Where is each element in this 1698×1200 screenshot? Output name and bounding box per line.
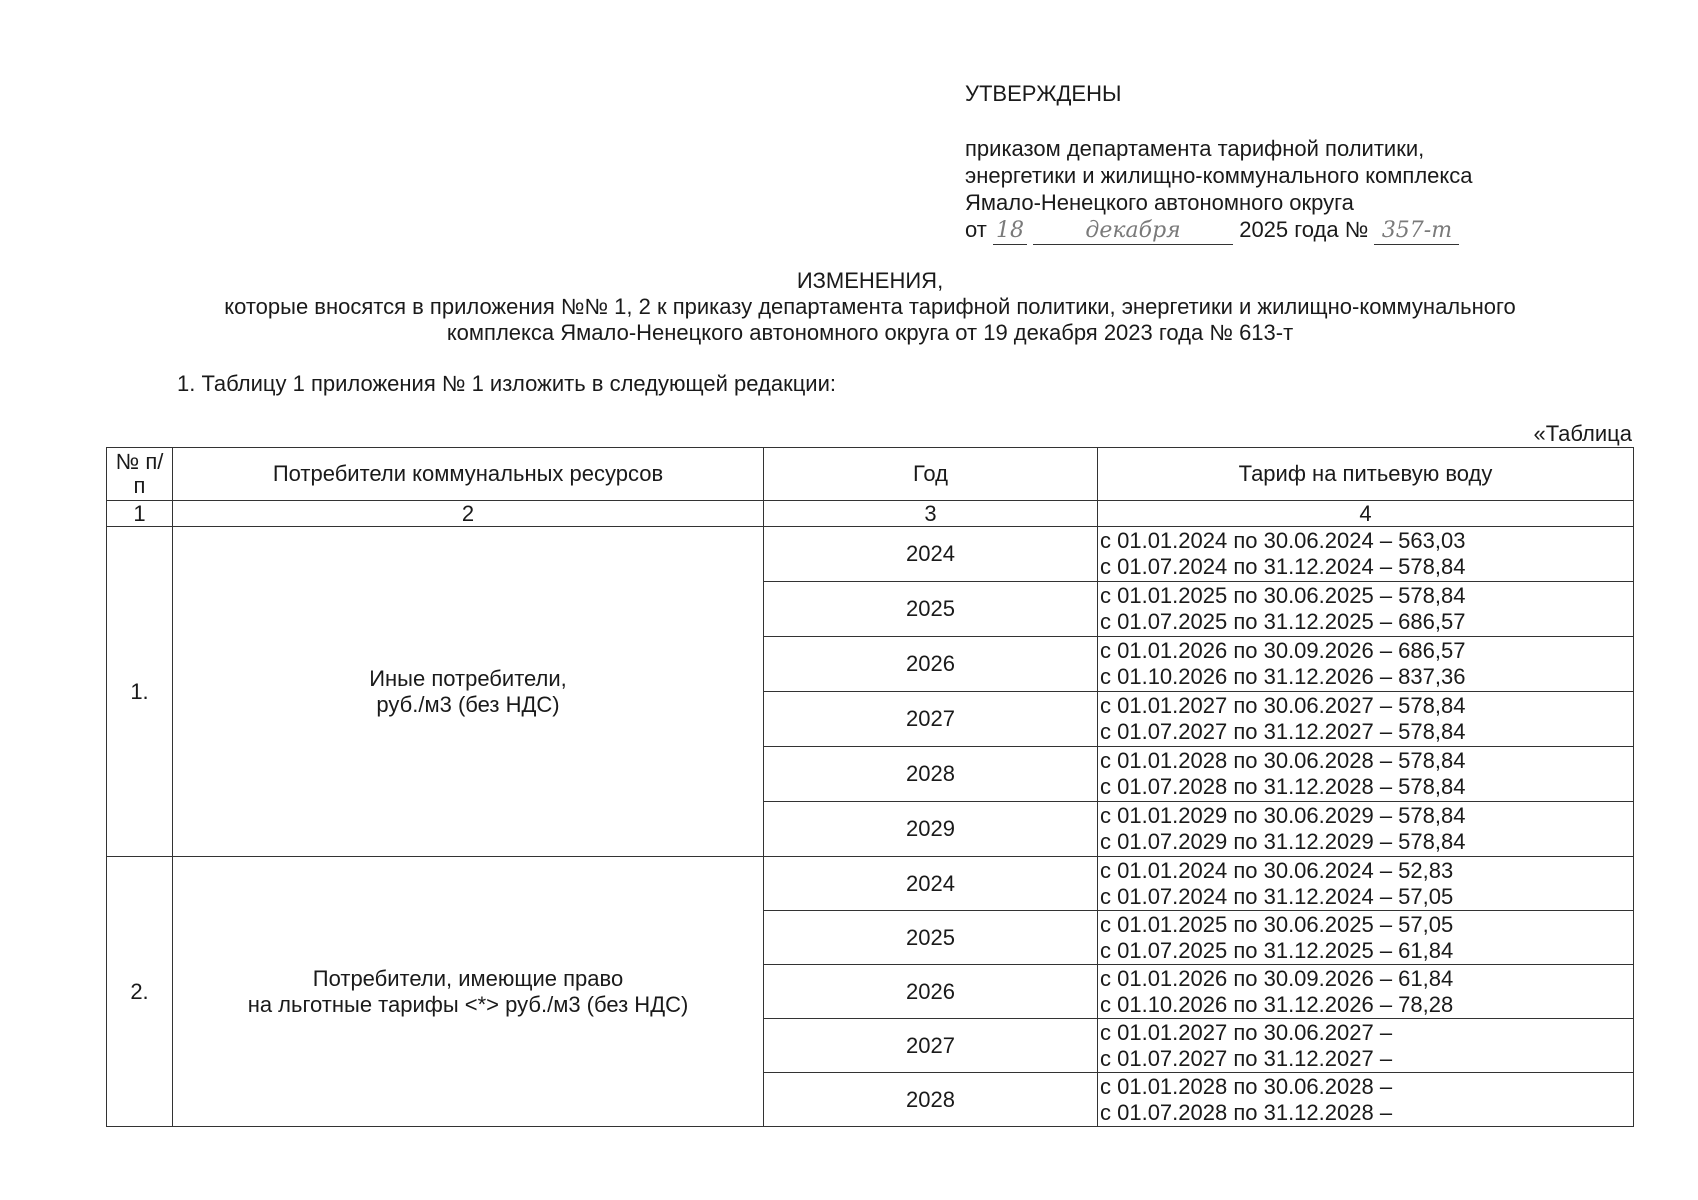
year-cell: 2025	[764, 582, 1098, 637]
tariff-period: с 01.07.2029 по 31.12.2029 – 578,84	[1100, 829, 1466, 854]
tariff-cell	[1098, 911, 1634, 965]
approval-line: приказом департамента тарифной политики,	[965, 136, 1425, 161]
column-number: 1	[107, 501, 173, 527]
handwritten-order-number: 357-т	[1374, 217, 1459, 245]
header-tariff: Тариф на питьевую воду	[1098, 448, 1634, 501]
column-number-row	[107, 501, 1634, 527]
year-cell: 2026	[764, 965, 1098, 1019]
table-header-row	[107, 448, 1634, 501]
year-cell: 2028	[764, 1073, 1098, 1127]
consumer-text: на льготные тарифы <*> руб./м3 (без НДС)	[247, 991, 689, 1017]
tariff-cell	[1098, 692, 1634, 747]
tariff-period: с 01.10.2026 по 31.12.2026 – 78,28	[1100, 991, 1454, 1017]
tariff-period: с 01.01.2026 по 30.09.2026 – 61,84	[1100, 965, 1454, 991]
year-cell: 2029	[764, 802, 1098, 857]
table-row	[107, 857, 1634, 911]
tariff-cell	[1098, 857, 1634, 911]
handwritten-day: 18	[993, 217, 1027, 245]
tariff-period: с 01.07.2028 по 31.12.2028 – 578,84	[1100, 774, 1466, 799]
consumer-text: Потребители, имеющие право	[312, 965, 624, 991]
tariff-cell	[1098, 1073, 1634, 1127]
year-cell: 2027	[764, 1019, 1098, 1073]
table-caption: «Таблица	[1533, 421, 1632, 446]
approval-block	[965, 80, 1605, 245]
tariff-period: с 01.10.2026 по 31.12.2026 – 837,36	[1100, 664, 1466, 689]
tariff-period: с 01.01.2024 по 30.06.2024 – 563,03	[1100, 528, 1466, 553]
document-heading	[100, 268, 1640, 346]
from-label: от	[965, 217, 987, 242]
heading-title: ИЗМЕНЕНИЯ,	[796, 268, 944, 293]
tariff-period: с 01.01.2026 по 30.09.2026 – 686,57	[1100, 638, 1466, 663]
tariff-period: с 01.07.2027 по 31.12.2027 – 578,84	[1100, 719, 1466, 744]
consumer-cell	[173, 857, 764, 1127]
row-number: 1.	[107, 527, 173, 857]
tariff-cell	[1098, 1019, 1634, 1073]
table-row	[107, 527, 1634, 582]
year-cell: 2024	[764, 527, 1098, 582]
tariff-cell	[1098, 527, 1634, 582]
tariff-period: с 01.01.2025 по 30.06.2025 – 578,84	[1100, 583, 1466, 608]
tariff-period: с 01.01.2027 по 30.06.2027 –	[1100, 1019, 1393, 1045]
consumer-text: руб./м3 (без НДС)	[376, 691, 560, 717]
approval-line: энергетики и жилищно-коммунального комплекса	[965, 163, 1473, 188]
tariff-period: с 01.07.2025 по 31.12.2025 – 61,84	[1100, 937, 1454, 963]
tariff-period: с 01.01.2029 по 30.06.2029 – 578,84	[1100, 803, 1466, 828]
header-consumers: Потребители коммунальных ресурсов	[173, 448, 764, 501]
tariff-cell	[1098, 965, 1634, 1019]
tariff-period: с 01.01.2024 по 30.06.2024 – 52,83	[1100, 857, 1454, 883]
tariff-period: с 01.07.2024 по 31.12.2024 – 578,84	[1100, 554, 1466, 579]
paragraph-1: 1. Таблицу 1 приложения № 1 изложить в следующей редакции:	[177, 371, 836, 396]
year-cell: 2025	[764, 911, 1098, 965]
tariff-cell	[1098, 637, 1634, 692]
tariff-period: с 01.07.2027 по 31.12.2027 –	[1100, 1045, 1393, 1071]
approval-line: Ямало-Ненецкого автономного округа	[965, 190, 1354, 215]
year-cell: 2027	[764, 692, 1098, 747]
tariff-period: с 01.01.2028 по 30.06.2028 – 578,84	[1100, 748, 1466, 773]
tariff-period: с 01.07.2028 по 31.12.2028 –	[1100, 1099, 1393, 1125]
tariff-period: с 01.01.2028 по 30.06.2028 –	[1100, 1073, 1393, 1099]
year-cell: 2024	[764, 857, 1098, 911]
header-num: № п/п	[107, 448, 173, 501]
heading-subtitle: которые вносятся в приложения №№ 1, 2 к приказу департамента тарифной политики, энергетики и жилищно-коммунального	[224, 294, 1516, 319]
row-number: 2.	[107, 857, 173, 1127]
year-text: 2025 года №	[1239, 217, 1369, 242]
column-number: 2	[173, 501, 764, 527]
column-number: 3	[764, 501, 1098, 527]
tariff-cell	[1098, 582, 1634, 637]
tariff-period: с 01.07.2024 по 31.12.2024 – 57,05	[1100, 883, 1454, 909]
tariff-period: с 01.01.2027 по 30.06.2027 – 578,84	[1100, 693, 1466, 718]
tariff-period: с 01.01.2025 по 30.06.2025 – 57,05	[1100, 911, 1454, 937]
consumer-text: Иные потребители,	[369, 665, 567, 691]
approved-label: УТВЕРЖДЕНЫ	[965, 81, 1122, 106]
year-cell: 2028	[764, 747, 1098, 802]
header-year: Год	[764, 448, 1098, 501]
year-cell: 2026	[764, 637, 1098, 692]
tariff-cell	[1098, 802, 1634, 857]
handwritten-month: декабря	[1033, 217, 1233, 245]
heading-subtitle: комплекса Ямало-Ненецкого автономного округа от 19 декабря 2023 года № 613-т	[446, 320, 1294, 345]
consumer-cell	[173, 527, 764, 857]
column-number: 4	[1098, 501, 1634, 527]
tariff-table	[106, 447, 1634, 1127]
tariff-period: с 01.07.2025 по 31.12.2025 – 686,57	[1100, 609, 1466, 634]
order-date-line	[965, 216, 1605, 245]
tariff-cell	[1098, 747, 1634, 802]
